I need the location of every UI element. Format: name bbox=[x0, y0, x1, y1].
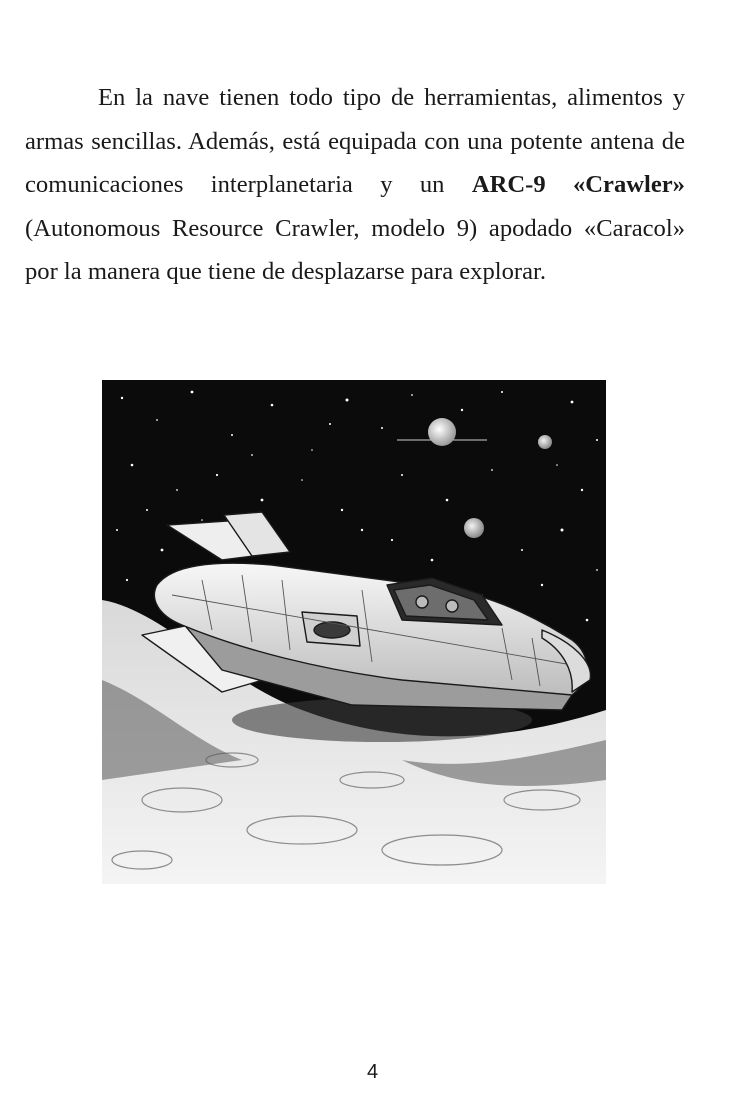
paragraph-rest: (Autonomous Resource Crawler, modelo 9) apodado «Caracol» por la manera que tiene de desplazarse para explorar. bbox=[25, 214, 685, 286]
planet-small bbox=[538, 435, 552, 449]
body-paragraph bbox=[25, 76, 685, 294]
spaceship-illustration bbox=[102, 380, 606, 884]
paragraph-intro: En la nave tienen todo tipo de herramientas, alimentos y armas sencillas. Además, está equipada con una potente antena de comunicaciones interplanetaria y un bbox=[25, 84, 685, 199]
spaceship-illustration-svg bbox=[102, 380, 606, 884]
paragraph-bold-term: ARC-9 «Crawler» bbox=[471, 171, 685, 199]
page-number: 4 bbox=[366, 1061, 379, 1083]
planet-medium bbox=[464, 518, 484, 538]
planet-large bbox=[428, 418, 456, 446]
